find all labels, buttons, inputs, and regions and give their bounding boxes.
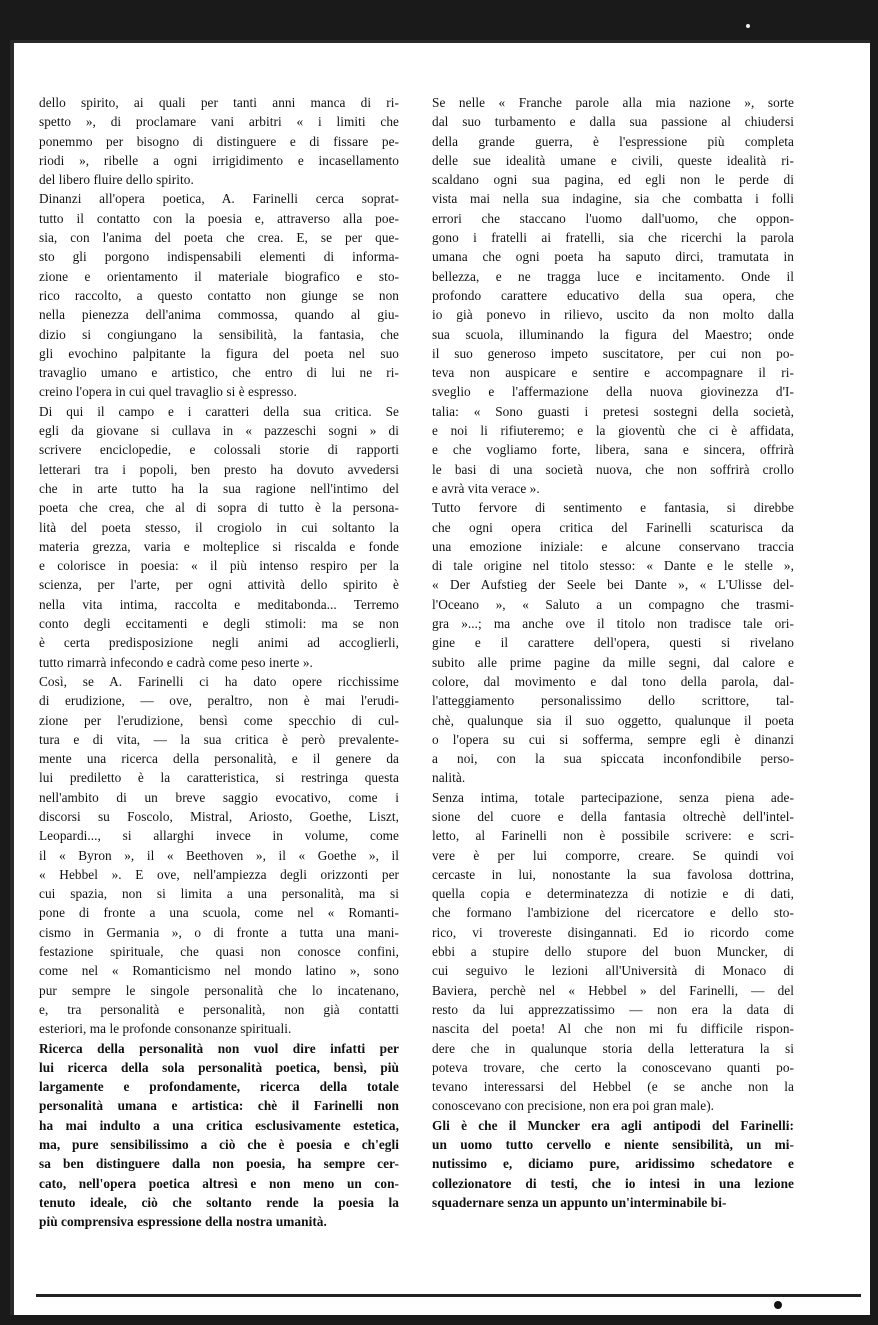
- text-line: squadernare senza un appunto un'interminabile bi-: [432, 1194, 727, 1210]
- text-line: rico raccolto, a questo contatto non giunge se non: [39, 287, 399, 303]
- text-line: collezionatore di testi, che io intesi in una lezione: [432, 1175, 794, 1191]
- text-line: cui seguivo le lezioni all'Università di Monaco di: [432, 963, 794, 979]
- text-line: scaldano ogni sua pagina, ed egli non le perde di: [432, 172, 794, 188]
- text-line: creino l'opera in cui quel travaglio si è espresso.: [39, 384, 297, 400]
- text-line: tura e di vita, — la sua critica è però prevalente-: [39, 731, 399, 747]
- paragraph: [39, 1039, 399, 1232]
- text-line: ha mai indulto a una critica esclusivamente estetica,: [39, 1117, 399, 1133]
- text-line: di tale origine nel titolo stesso: « Dante e le stelle »,: [432, 558, 794, 574]
- text-line: l'Oceano », « Saluto a un compagno che trasmi-: [432, 596, 794, 612]
- text-line: cismo in Germania », o di fronte a tutta una mani-: [39, 924, 399, 940]
- text-line: lui ricerca della sola personalità poetica, bensì, più: [39, 1059, 399, 1075]
- text-line: l'atteggiamento personalissimo dello scrittore, tal-: [432, 693, 794, 709]
- text-line: travaglio umano e artistico, che entro di lui ne ri-: [39, 365, 399, 381]
- document-page: [10, 40, 870, 1315]
- text-line: sa ben distinguere dalla non poesia, ha sempre cer-: [39, 1156, 399, 1172]
- page-end-marker: [774, 1301, 782, 1309]
- right-column: [432, 93, 794, 1212]
- text-line: tevano interessarsi del Hebbel (e se anche non la: [432, 1079, 794, 1095]
- text-line: che formano l'ambizione del ricercatore e dello sto-: [432, 905, 794, 921]
- text-line: Leopardi..., si allarghi invece in volume, come: [39, 828, 399, 844]
- text-line: ebbi a stupire dello stupore del buon Muncker, di: [432, 944, 794, 960]
- text-line: teva non auspicare e sentire e accompagnare il ri-: [432, 365, 794, 381]
- left-column: [39, 93, 399, 1232]
- text-line: conto degli eccitamenti e degli stimoli: ma se non: [39, 616, 399, 632]
- text-line: cercaste in lui, nonostante la sua favolosa dottrina,: [432, 866, 794, 882]
- text-line: riodi », ribelle a ogni irrigidimento e incasellamento: [39, 152, 399, 168]
- text-line: tenuto ideale, ciò che soltanto rende la poesia la: [39, 1194, 399, 1210]
- text-line: chè, qualunque sia il suo oggetto, qualunque il poeta: [432, 712, 794, 728]
- text-line: cui spazia, non si limita a una personalità, ma si: [39, 886, 399, 902]
- text-line: subito alle prime pagine da mille segni, dal calore e: [432, 654, 794, 670]
- text-line: « Hebbel ». E ove, nell'ampiezza degli orizzonti per: [39, 866, 399, 882]
- text-line: e, tra personalità e personalità, non già contatti: [39, 1001, 399, 1017]
- text-line: sione del cuore e della fantasia oltrechè dell'intel-: [432, 808, 794, 824]
- text-line: e avrà vita verace ».: [432, 480, 540, 496]
- text-line: delle sue idealità umane e civili, queste idealità ri-: [432, 152, 794, 168]
- text-line: letterari tra i popoli, ben presto ha dovuto avvedersi: [39, 461, 399, 477]
- text-line: gli evochino palpitante la figura del poeta nel suo: [39, 345, 399, 361]
- text-line: più comprensiva espressione della nostra umanità.: [39, 1214, 327, 1230]
- text-line: e noi li rifiuteremo; e la gioventù che ci è affidata,: [432, 423, 794, 439]
- text-line: lui prediletto è la caratteristica, si restringa questa: [39, 770, 399, 786]
- paragraph: [39, 93, 399, 189]
- text-line: festazione spirituale, che quasi non conosce confini,: [39, 944, 399, 960]
- text-line: umana che ogni poeta ha saputo dirci, tramutata in: [432, 249, 794, 265]
- text-line: gine e il carattere dell'opera, questi si rivelano: [432, 635, 794, 651]
- text-line: resto da lui apprezzatissimo — non era la data di: [432, 1001, 794, 1017]
- text-line: letto, al Farinelli non è possibile scrivere: e scri-: [432, 828, 794, 844]
- scan-dust-mark: [746, 24, 750, 28]
- text-line: pur sempre le singole personalità che lo incatenano,: [39, 982, 399, 998]
- text-line: colore, dal movimento e dal tono della parola, dal-: [432, 673, 794, 689]
- text-line: conoscevano con precisione, non era poi gran male).: [432, 1098, 715, 1114]
- text-line: quella copia e determinatezza di notizie e di dati,: [432, 886, 794, 902]
- text-line: scrivere enciclopedie, e colossali storie di rapporti: [39, 442, 399, 458]
- paragraph: [432, 1116, 794, 1212]
- paragraph: [39, 672, 399, 1039]
- text-line: una emozione iniziale: e alcune conservano traccia: [432, 538, 794, 554]
- text-line: sia, con l'anima del poeta che crea. E, se per que-: [39, 230, 399, 246]
- text-line: che ogni opera critica del Farinelli scaturisca da: [432, 519, 794, 535]
- text-line: è certa predisposizione negli animi ad accoglierli,: [39, 635, 399, 651]
- text-line: pone di fronte a una scuola, come nel « Romanti-: [39, 905, 399, 921]
- text-line: esteriori, ma le profonde consonanze spirituali.: [39, 1021, 292, 1037]
- text-line: largamente e profondamente, ricerca della totale: [39, 1079, 399, 1095]
- text-line: zione e orientamento il materiale biografico e sto-: [39, 268, 399, 284]
- text-line: dello spirito, ai quali per tanti anni manca di ri-: [39, 95, 399, 110]
- paragraph: [39, 402, 399, 672]
- text-line: personalità umana e artistica: chè il Farinelli non: [39, 1098, 399, 1114]
- text-line: cato, nell'opera poetica altresì e non meno un con-: [39, 1175, 399, 1191]
- text-line: nalità.: [432, 770, 466, 786]
- text-line: Ricerca della personalità non vuol dire infatti per: [39, 1040, 399, 1056]
- text-line: profondo carattere educativo della sua opera, che: [432, 287, 794, 303]
- bottom-rule: [36, 1294, 861, 1297]
- text-line: gra »...; ma anche ove il titolo non tradisce tale ori-: [432, 616, 794, 632]
- text-line: nascita del poeta! Al che non mi fu difficile rispon-: [432, 1021, 794, 1037]
- text-line: e colorisce in poesia: « il più intenso respiro per la: [39, 558, 399, 574]
- paragraph: [432, 498, 794, 787]
- text-line: il « Byron », il « Beethoven », il « Goethe », il: [39, 847, 399, 863]
- text-line: spetto », di proclamare vani arbitri « i limiti che: [39, 114, 399, 130]
- text-line: talia: « Sono guasti i pretesi sostegni della società,: [432, 403, 794, 419]
- text-line: Di qui il campo e i caratteri della sua critica. Se: [39, 403, 399, 419]
- text-line: o l'opera su cui si sofferma, sempre egli è dinanzi: [432, 731, 794, 747]
- text-line: Se nelle « Franche parole alla mia nazione », sorte: [432, 95, 794, 110]
- text-line: ponemmo per bisogno di distinguere e di fissare pe-: [39, 133, 399, 149]
- text-line: nella pienezza dell'anima commossa, quando al giu-: [39, 307, 399, 323]
- scan-top-band: [0, 0, 878, 42]
- text-line: dizio si congiungano la sensibilità, la fantasia, che: [39, 326, 399, 342]
- text-line: vere è per lui comporre, creare. Se quindi voi: [432, 847, 794, 863]
- text-line: del libero fluire dello spirito.: [39, 172, 194, 188]
- text-line: bellezza, e ne tragga luce e incitamento. Onde il: [432, 268, 794, 284]
- text-line: Gli è che il Muncker era agli antipodi del Farinelli:: [432, 1117, 794, 1133]
- text-line: nutissimo e, diciamo pure, aridissimo schedatore e: [432, 1156, 794, 1172]
- text-line: sveglio e l'affermazione della nuova giovinezza d'I-: [432, 384, 794, 400]
- text-line: come nel « Romanticismo nel mondo latino », sono: [39, 963, 399, 979]
- text-line: vista mai nella sua indagine, sia che combatta i folli: [432, 191, 794, 207]
- paragraph: [39, 189, 399, 401]
- text-line: nell'ambito di un breve saggio evocativo, come i: [39, 789, 399, 805]
- text-line: rico, vi trovereste disingannati. Ed io ricordo come: [432, 924, 794, 940]
- text-line: dere che in qualunque storia della letteratura la si: [432, 1040, 794, 1056]
- text-line: poteva trovare, che certo la conoscevano quanti po-: [432, 1059, 794, 1075]
- text-line: Senza intima, totale partecipazione, senza piena ade-: [432, 789, 794, 805]
- text-line: nella vita intima, raccolta e meditabonda... Terremo: [39, 596, 399, 612]
- text-line: tutto il contatto con la poesia e, attraverso alla poe-: [39, 210, 399, 226]
- text-line: e che vogliamo forte, libera, sana e sincera, offrirà: [432, 442, 794, 458]
- text-line: ma, pure sensibilissimo a ciò che è poesia e ch'egli: [39, 1137, 399, 1153]
- text-line: lità del poeta stesso, il crogiolo in cui soltanto la: [39, 519, 399, 535]
- text-line: che in arte tutto ha la sua ragione nell'intimo del: [39, 480, 399, 496]
- text-line: poeta che crea, che al di sopra di tutto è la persona-: [39, 500, 399, 516]
- text-line: discorsi su Foscolo, Mistral, Ariosto, Goethe, Liszt,: [39, 808, 399, 824]
- text-line: sua scuola, illuminando la figura del Maestro; onde: [432, 326, 794, 342]
- text-line: scienza, per l'arte, per ogni attività dello spirito è: [39, 577, 399, 593]
- text-line: Baviera, perchè nel « Hebbel » del Farinelli, — del: [432, 982, 794, 998]
- text-line: « Der Aufstieg der Seele bei Dante », « L'Ulisse del-: [432, 577, 794, 593]
- text-line: materia grezza, varia e molteplice si riscalda e fonde: [39, 538, 399, 554]
- text-line: mente una ricerca della personalità, e il genere da: [39, 751, 399, 767]
- text-line: tutto rimarrà infecondo e cadrà come peso inerte ».: [39, 654, 313, 670]
- text-line: errori che staccano l'uomo dall'uomo, che oppon-: [432, 210, 794, 226]
- text-line: le basi di una società nuova, che non soffrirà crollo: [432, 461, 794, 477]
- text-line: Così, se A. Farinelli ci ha dato opere ricchissime: [39, 673, 399, 689]
- text-line: a noi, con la sua spiccata inconfondibile perso-: [432, 751, 794, 767]
- text-line: zione per l'erudizione, bensì come specchio di cul-: [39, 712, 399, 728]
- text-line: Tutto fervore di sentimento e fantasia, si direbbe: [432, 500, 794, 516]
- text-line: gono i fratelli ai fratelli, sia che ricerchi la parola: [432, 230, 794, 246]
- text-line: io già ponevo in rilievo, uscito da non molto dalla: [432, 307, 794, 323]
- text-line: egli da giovane si cullava in « pazzeschi sogni » di: [39, 423, 399, 439]
- text-line: della grande guerra, è l'espressione più completa: [432, 133, 794, 149]
- text-line: il suo generoso impeto suscitatore, per cui non po-: [432, 345, 794, 361]
- text-line: dal suo turbamento e dalla sua passione al chiudersi: [432, 114, 794, 130]
- text-line: di erudizione, — ove, peraltro, non è mai l'erudi-: [39, 693, 399, 709]
- paragraph: [432, 93, 794, 498]
- paragraph: [432, 788, 794, 1116]
- text-line: un uomo tutto cervello e niente sensibilità, un mi-: [432, 1137, 794, 1153]
- text-line: sto gli porgono indispensabili elementi di informa-: [39, 249, 399, 265]
- text-line: Dinanzi all'opera poetica, A. Farinelli cerca soprat-: [39, 191, 399, 207]
